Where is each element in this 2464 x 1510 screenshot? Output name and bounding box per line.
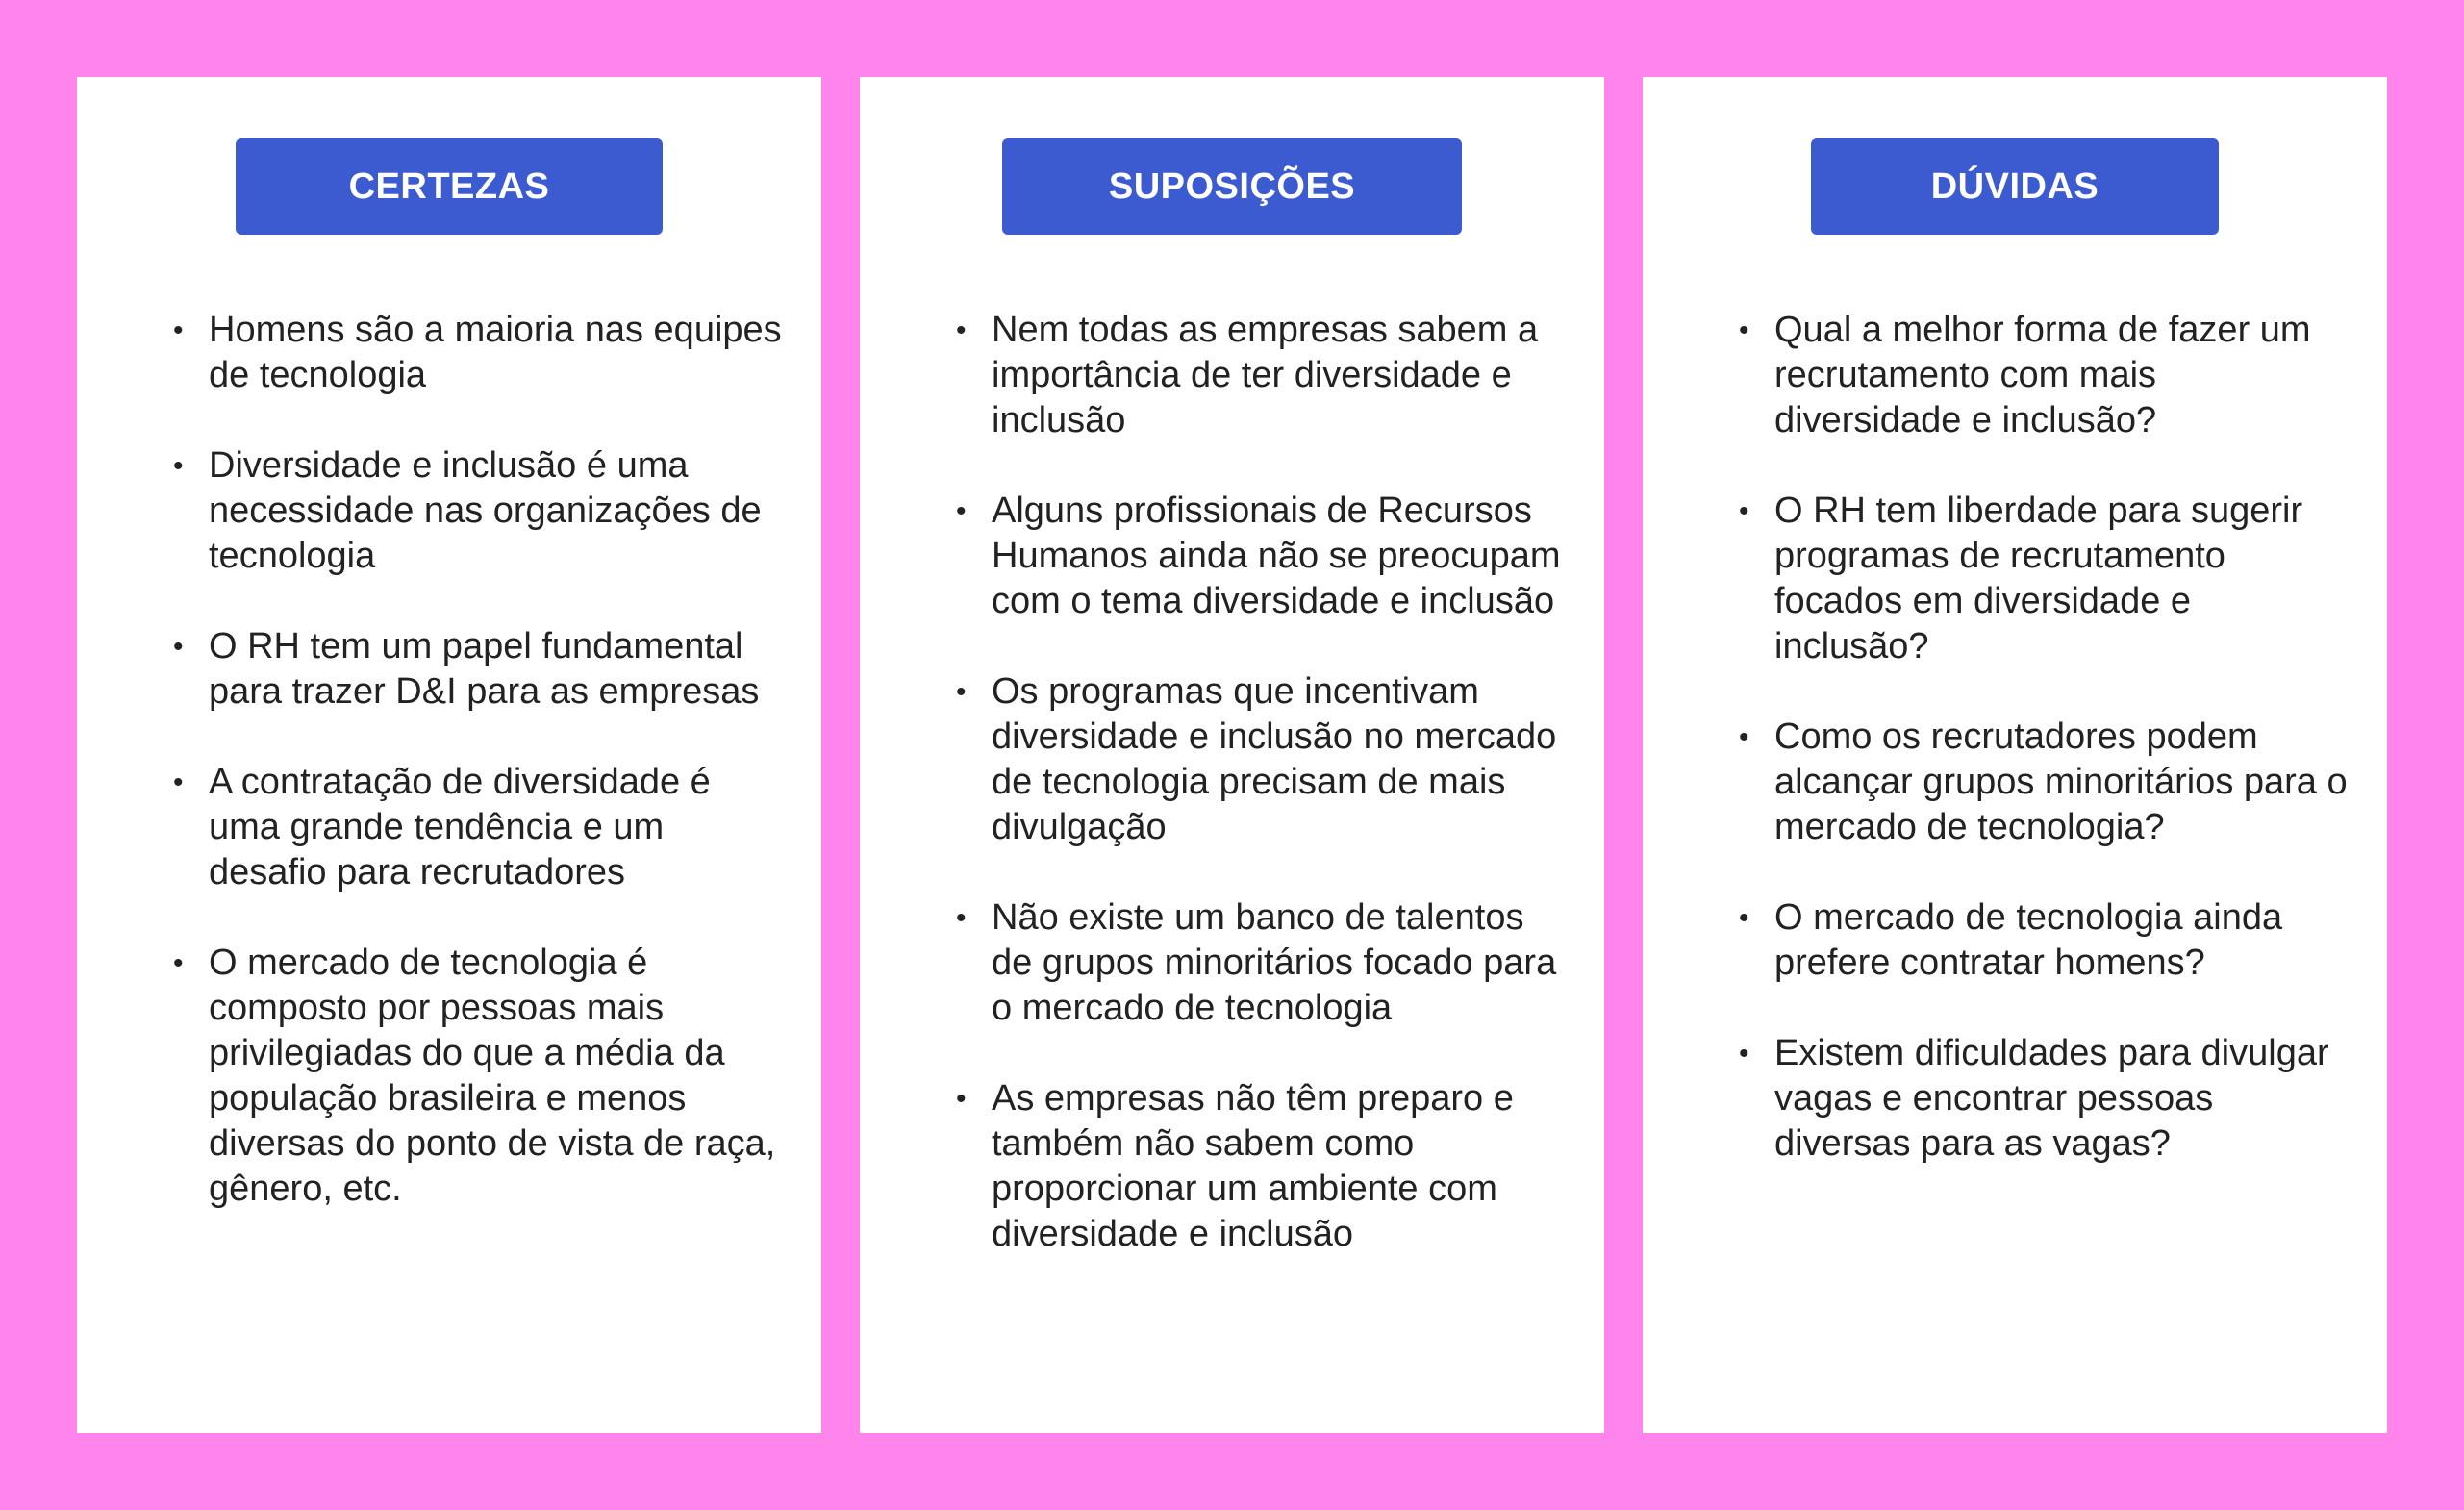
bullet-icon: • (173, 767, 184, 798)
list-item-text: O mercado de tecnologia ainda prefere contratar homens? (1774, 897, 2283, 983)
list-item-text: Homens são a maioria nas equipes de tecnologia (209, 310, 782, 395)
list-item (77, 941, 821, 1212)
bullet-icon: • (173, 947, 184, 979)
header-certezas: CERTEZAS (236, 138, 663, 235)
bullet-icon: • (956, 1083, 967, 1115)
list-item (77, 308, 821, 398)
column-certezas (77, 77, 821, 1433)
bullet-icon: • (1739, 902, 1749, 934)
bullet-icon: • (956, 495, 967, 527)
list-item (860, 669, 1604, 850)
column-suposicoes (860, 77, 1604, 1433)
header-duvidas: DÚVIDAS (1811, 138, 2219, 235)
list-item-text: Os programas que incentivam diversidade e inclusão no mercado de tecnologia precisam de mais divulgação (992, 671, 1557, 847)
bullet-icon: • (1739, 1038, 1749, 1070)
list-item-text: Diversidade e inclusão é uma necessidade nas organizações de tecnologia (209, 445, 762, 576)
list-item-text: O mercado de tecnologia é composto por pessoas mais privilegiadas do que a média da população brasileira e menos diversas do ponto de vista de raça, gênero, etc. (209, 943, 776, 1209)
list-item (77, 760, 821, 895)
list-item-text: O RH tem um papel fundamental para trazer D&I para as empresas (209, 626, 760, 712)
list-suposicoes (860, 308, 1604, 1302)
bullet-icon: • (956, 315, 967, 346)
list-item-text: Como os recrutadores podem alcançar grupos minoritários para o mercado de tecnologia? (1774, 717, 2348, 847)
bullet-icon: • (173, 631, 184, 663)
list-item (1643, 1031, 2387, 1167)
bullet-icon: • (1739, 721, 1749, 753)
list-item (1643, 895, 2387, 986)
list-item-text: Não existe um banco de talentos de grupos minoritários focado para o mercado de tecnologia (992, 897, 1557, 1028)
bullet-icon: • (1739, 315, 1749, 346)
header-suposicoes: SUPOSIÇÕES (1002, 138, 1462, 235)
column-duvidas (1643, 77, 2387, 1433)
list-duvidas (1643, 308, 2387, 1212)
list-item-text: As empresas não têm preparo e também não sabem como proporcionar um ambiente com diversidade e inclusão (992, 1078, 1514, 1254)
list-item-text: Existem dificuldades para divulgar vagas e encontrar pessoas diversas para as vagas? (1774, 1033, 2329, 1164)
list-item-text: Qual a melhor forma de fazer um recrutamento com mais diversidade e inclusão? (1774, 310, 2311, 440)
list-item (77, 624, 821, 715)
list-item (860, 489, 1604, 624)
list-item (1643, 308, 2387, 443)
list-item (1643, 489, 2387, 669)
bullet-icon: • (1739, 495, 1749, 527)
list-item-text: O RH tem liberdade para sugerir programas de recrutamento focados em diversidade e inclusão? (1774, 491, 2303, 667)
list-item (860, 1076, 1604, 1257)
list-certezas (77, 308, 821, 1257)
list-item-text: A contratação de diversidade é uma grande tendência e um desafio para recrutadores (209, 762, 711, 893)
bullet-icon: • (173, 450, 184, 482)
list-item (860, 308, 1604, 443)
list-item (77, 443, 821, 579)
list-item-text: Alguns profissionais de Recursos Humanos ainda não se preocupam com o tema diversidade e inclusão (992, 491, 1561, 621)
bullet-icon: • (956, 902, 967, 934)
list-item (1643, 715, 2387, 850)
bullet-icon: • (956, 676, 967, 708)
list-item (860, 895, 1604, 1031)
bullet-icon: • (173, 315, 184, 346)
list-item-text: Nem todas as empresas sabem a importância de ter diversidade e inclusão (992, 310, 1539, 440)
